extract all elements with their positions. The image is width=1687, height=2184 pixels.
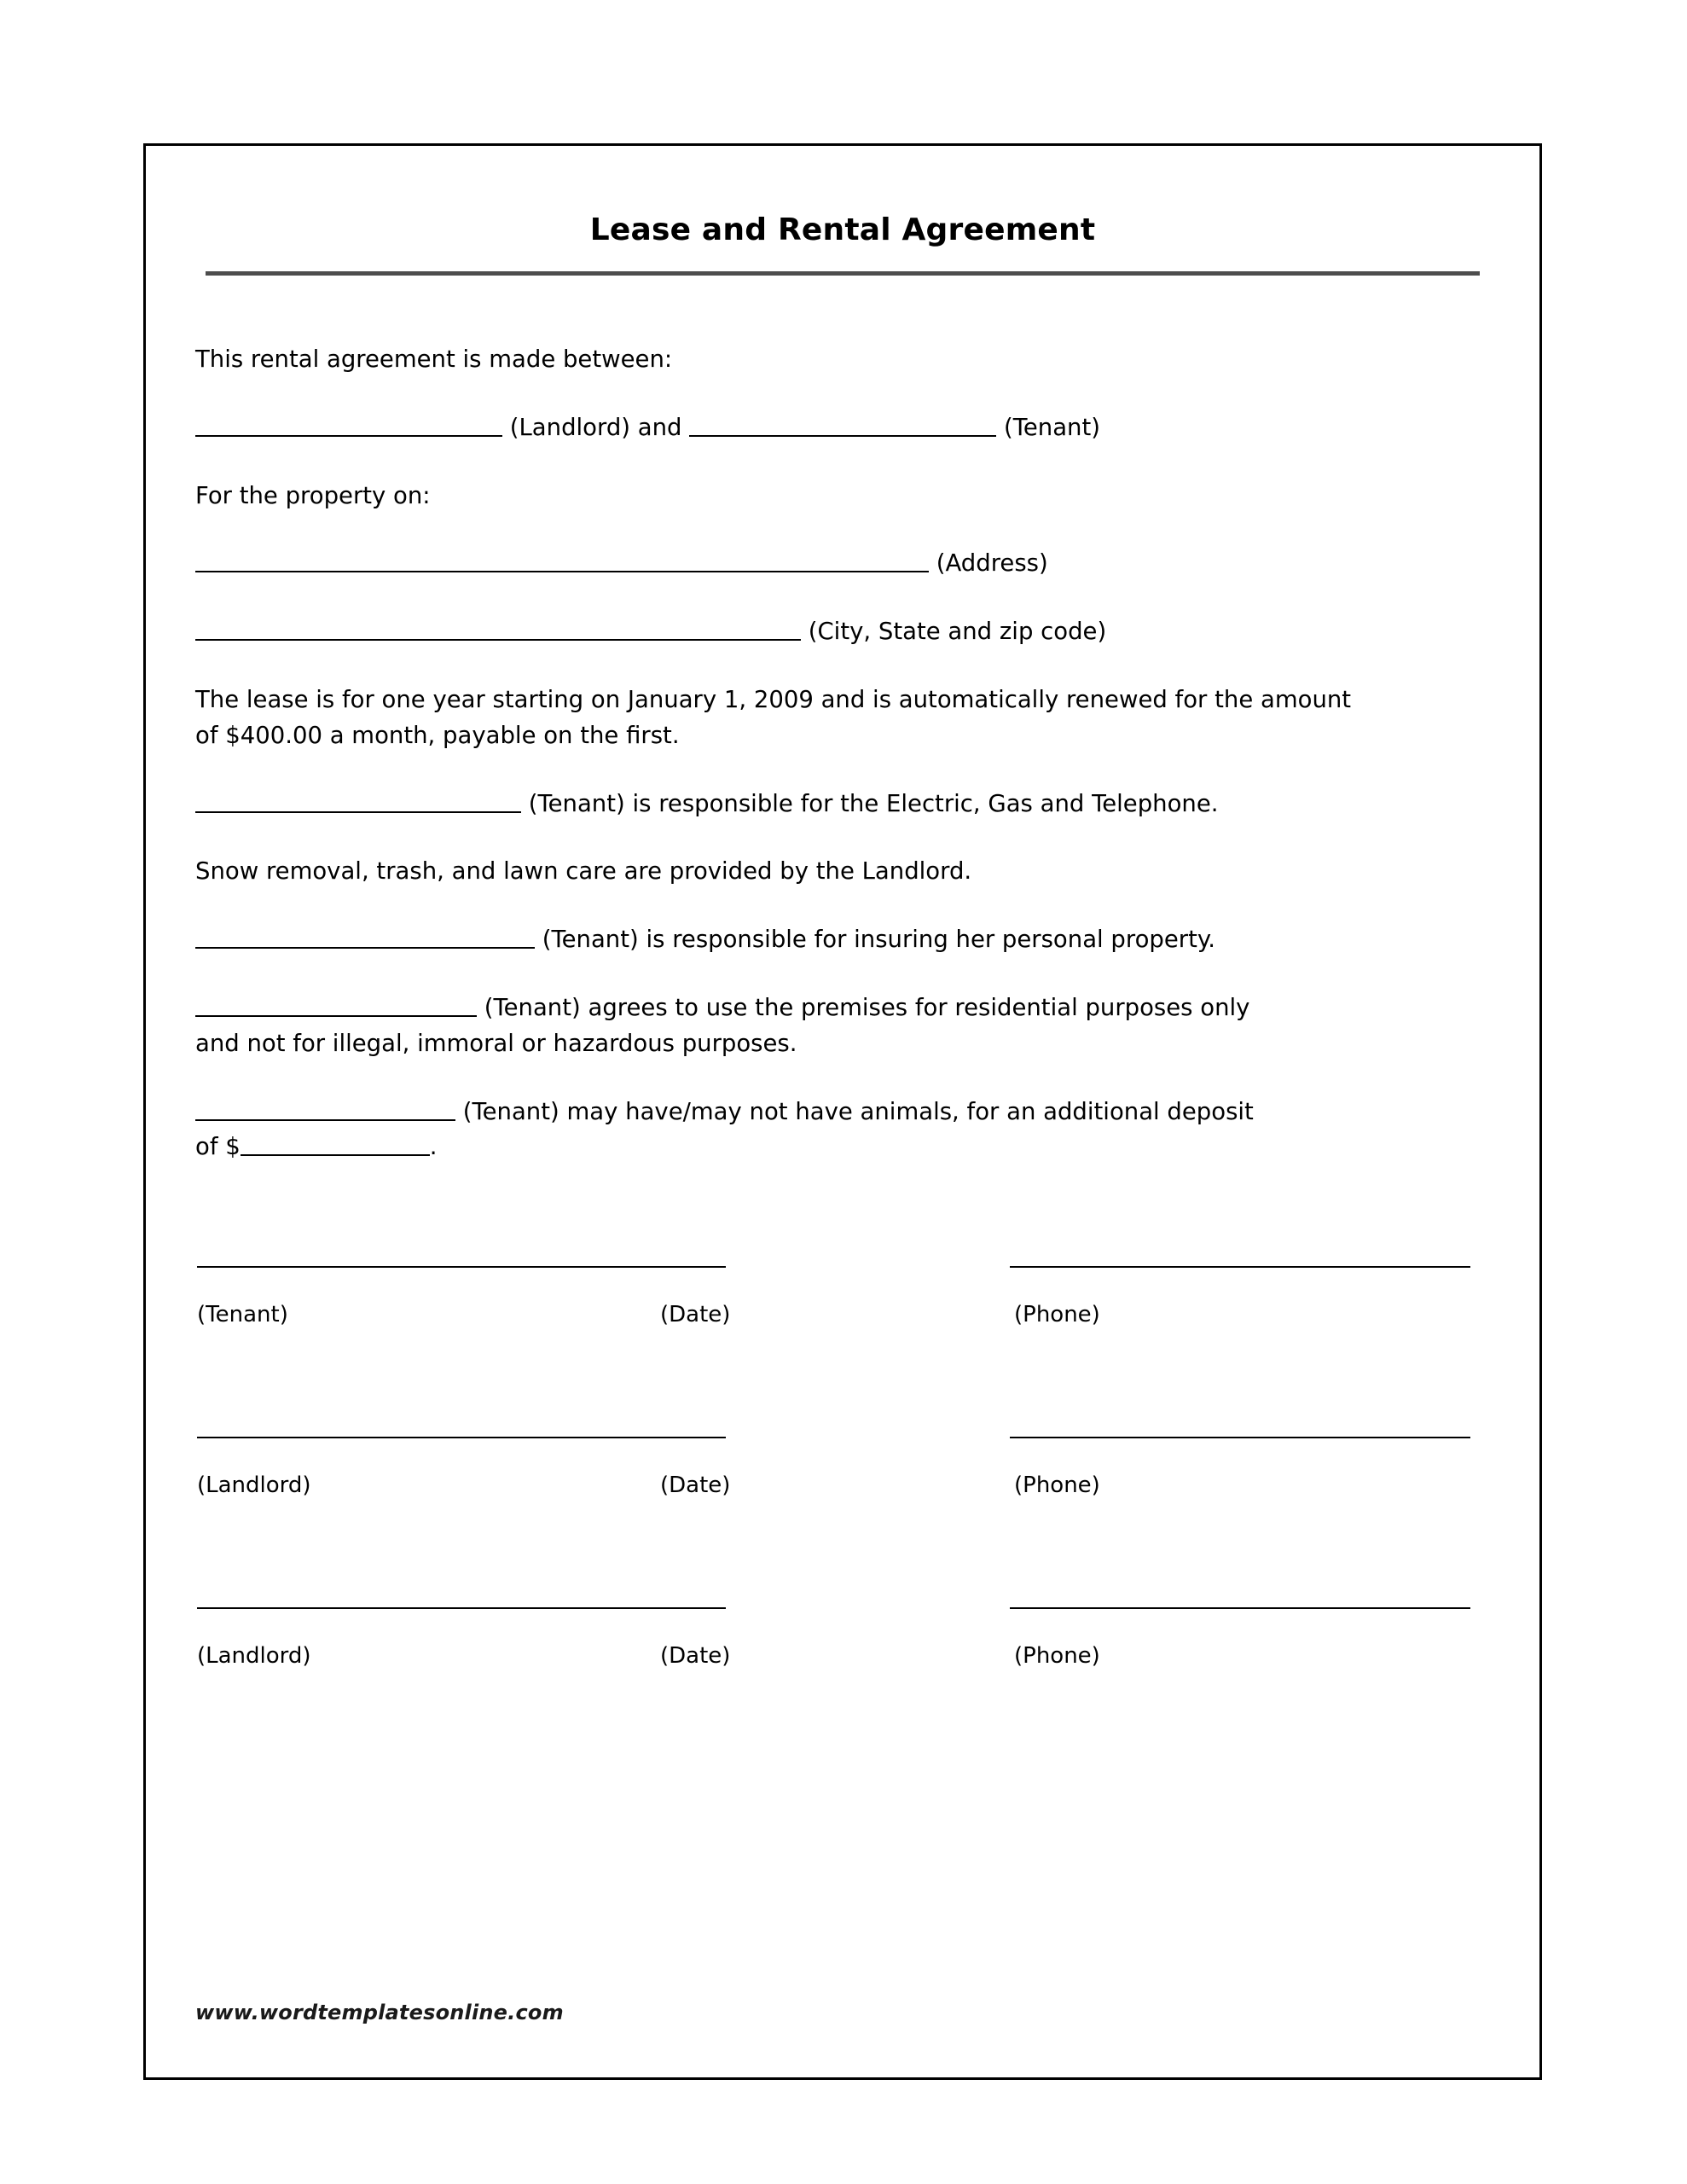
- lease-terms-line-2: of $400.00 a month, payable on the first.: [195, 721, 680, 749]
- property-paragraph: [195, 479, 1490, 514]
- landlord-1-phone-blank[interactable]: [1010, 1437, 1470, 1438]
- landlord-1-signature-blank[interactable]: [197, 1437, 726, 1438]
- lease-terms-line-1: The lease is for one year starting on January 1, 2009 and is automatically renewed for the amount: [195, 685, 1352, 713]
- services-paragraph: [195, 854, 1490, 890]
- tenant-name-blank[interactable]: [689, 410, 996, 437]
- landlord-1-date-label: (Date): [660, 1472, 731, 1499]
- city-line: [195, 614, 1490, 650]
- parties-line: [195, 410, 1490, 446]
- footer-url: www.wordtemplatesonline.com: [195, 2001, 564, 2024]
- services-text: Snow removal, trash, and lawn care are provided by the Landlord.: [195, 857, 972, 886]
- animals-deposit-blank[interactable]: [241, 1130, 430, 1156]
- document-page: [143, 143, 1542, 2080]
- document-body: [146, 146, 1539, 2077]
- utilities-text: (Tenant) is responsible for the Electric, Gas and Telephone.: [528, 789, 1219, 817]
- landlord-2-phone-label: (Phone): [1014, 1643, 1100, 1670]
- tenant-phone-label: (Phone): [1014, 1302, 1100, 1328]
- tenant-initial-animals-blank[interactable]: [195, 1095, 455, 1121]
- address-blank[interactable]: [195, 547, 929, 573]
- use-text-line-1: (Tenant) agrees to use the premises for residential purposes only: [484, 993, 1250, 1021]
- insurance-text: (Tenant) is responsible for insuring her personal property.: [542, 926, 1215, 954]
- signature-row-landlord-1: [195, 1437, 1490, 1607]
- agreement-text: [195, 342, 1490, 1165]
- address-label: (Address): [936, 549, 1048, 578]
- landlord-2-phone-blank[interactable]: [1010, 1607, 1470, 1609]
- landlord-name-blank[interactable]: [195, 410, 502, 437]
- intro-paragraph: [195, 342, 1490, 378]
- tenant-signature-label: (Tenant): [197, 1302, 288, 1328]
- address-line: [195, 546, 1490, 582]
- signature-row-tenant: [195, 1266, 1490, 1437]
- tenant-initial-utilities-blank[interactable]: [195, 787, 521, 813]
- city-label: (City, State and zip code): [808, 618, 1107, 646]
- animals-deposit-suffix: .: [429, 1133, 438, 1161]
- tenant-initial-insurance-blank[interactable]: [195, 922, 535, 949]
- animals-deposit-prefix: of $: [195, 1133, 241, 1161]
- landlord-2-signature-label: (Landlord): [197, 1643, 311, 1670]
- intro-text: This rental agreement is made between:: [195, 346, 673, 373]
- title-divider: [206, 271, 1480, 276]
- tenant-signature-blank[interactable]: [197, 1266, 726, 1268]
- insurance-paragraph: [195, 922, 1490, 958]
- animals-paragraph: [195, 1095, 1490, 1166]
- tenant-initial-use-blank[interactable]: [195, 990, 477, 1017]
- tenant-phone-blank[interactable]: [1010, 1266, 1470, 1268]
- signature-section: [195, 1266, 1490, 1778]
- tenant-label: (Tenant): [1004, 413, 1100, 441]
- landlord-1-phone-label: (Phone): [1014, 1472, 1100, 1499]
- use-text-line-2: and not for illegal, immoral or hazardous purposes.: [195, 1029, 797, 1057]
- landlord-2-date-label: (Date): [660, 1643, 731, 1670]
- lease-terms-paragraph: [195, 682, 1490, 754]
- use-paragraph: [195, 990, 1490, 1062]
- landlord-label: (Landlord) and: [509, 413, 682, 441]
- animals-text-line-1: (Tenant) may have/may not have animals, for an additional deposit: [462, 1097, 1254, 1125]
- signature-row-landlord-2: [195, 1607, 1490, 1778]
- page-title: Lease and Rental Agreement: [589, 212, 1096, 247]
- tenant-date-label: (Date): [660, 1302, 731, 1328]
- property-text: For the property on:: [195, 481, 431, 509]
- landlord-2-signature-blank[interactable]: [197, 1607, 726, 1609]
- landlord-1-signature-label: (Landlord): [197, 1472, 311, 1499]
- city-state-zip-blank[interactable]: [195, 614, 801, 641]
- utilities-paragraph: [195, 787, 1490, 822]
